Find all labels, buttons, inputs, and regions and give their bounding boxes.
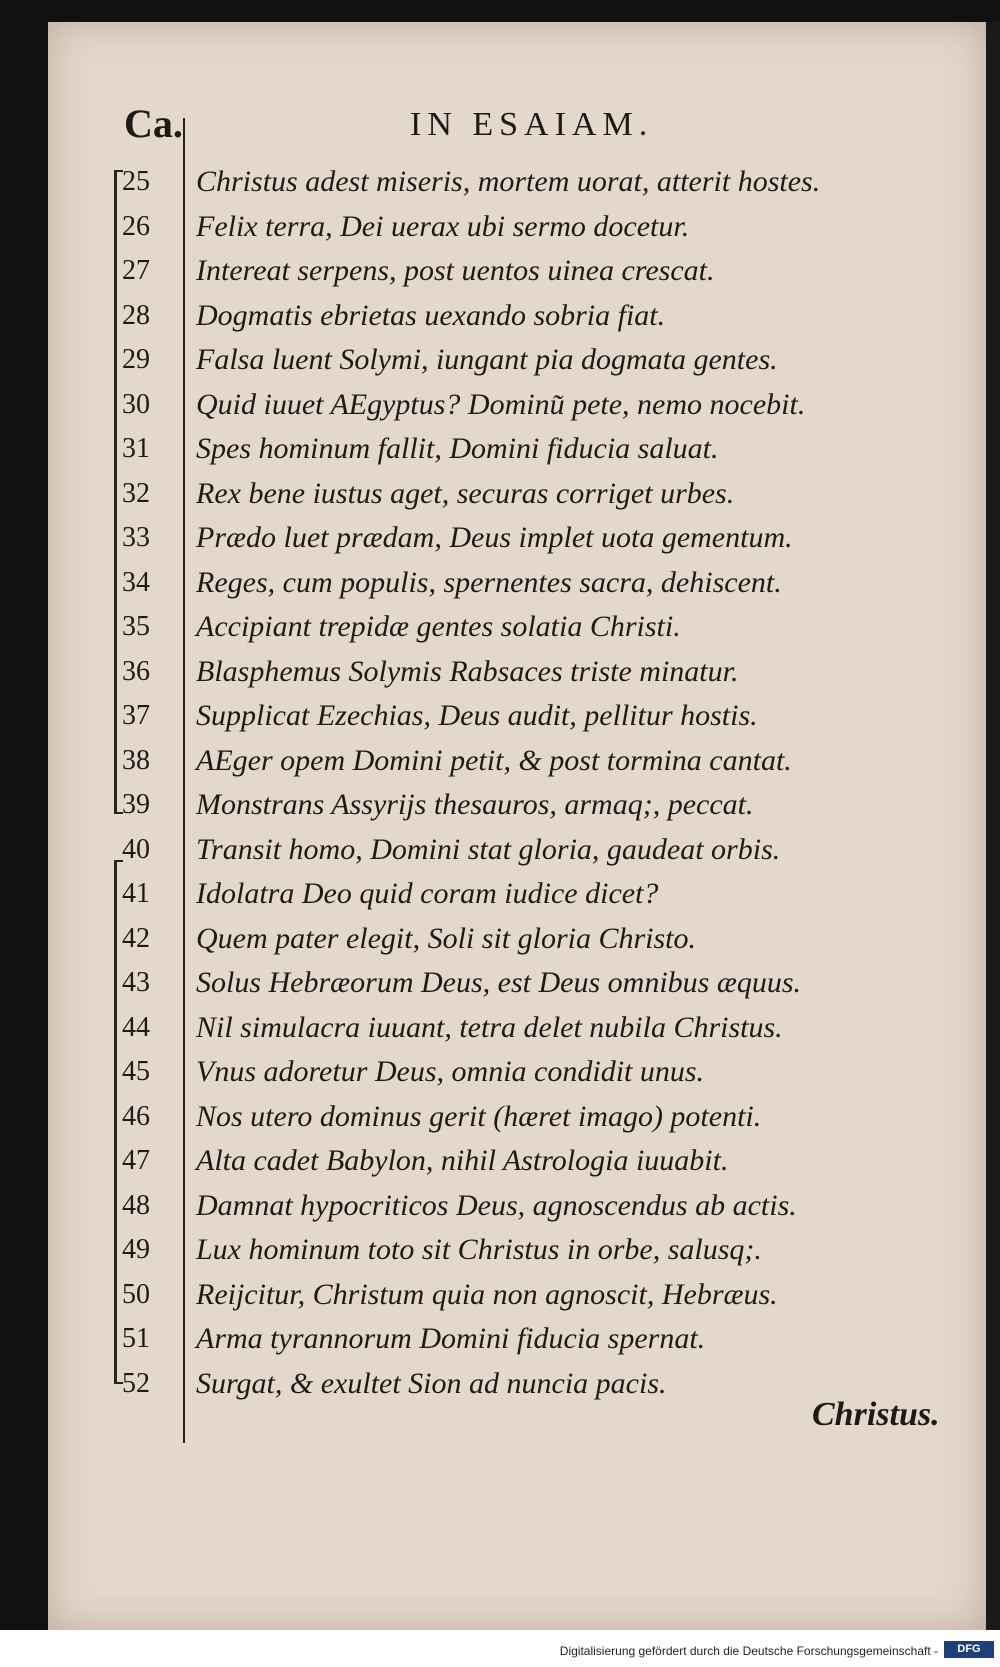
verse-text: Alta cadet Babylon, nihil Astrologia iuuabit.: [196, 1144, 729, 1178]
verse-line: [118, 1317, 958, 1362]
verse-number: 37: [122, 700, 150, 732]
verse-line: [118, 1184, 958, 1229]
verse-line: [118, 605, 958, 650]
verse-number: 32: [122, 477, 150, 509]
verse-text: Intereat serpens, post uentos uinea crescat.: [196, 254, 715, 288]
verse-line: [118, 739, 958, 784]
verse-text: Surgat, & exultet Sion ad nuncia pacis.: [196, 1366, 667, 1400]
verse-text: Idolatra Deo quid coram iudice dicet?: [196, 877, 659, 911]
verse-text: Spes hominum fallit, Domini fiducia saluat.: [196, 432, 719, 466]
verse-text: Christus adest miseris, mortem uorat, atterit hostes.: [196, 165, 821, 199]
verse-line: [118, 472, 958, 517]
verse-text: Quem pater elegit, Soli sit gloria Christo.: [196, 921, 696, 955]
verse-number: 43: [122, 967, 150, 999]
verse-number: 49: [122, 1234, 150, 1266]
verse-text: Quid iuuet AEgyptus? Dominu͂ pete, nemo nocebit.: [196, 387, 806, 421]
verse-number: 39: [122, 789, 150, 821]
verse-number: 40: [122, 833, 150, 865]
verse-text: Nil simulacra iuuant, tetra delet nubila Christus.: [196, 1010, 783, 1044]
verse-line: [118, 338, 958, 383]
verse-text: Vnus adoretur Deus, omnia condidit unus.: [196, 1055, 705, 1089]
verse-line: [118, 961, 958, 1006]
verse-line: [118, 516, 958, 561]
verse-line: [118, 828, 958, 873]
footer-credit: Digitalisierung gefördert durch die Deutsche Forschungsgemeinschaft -: [559, 1644, 938, 1658]
verse-number: 50: [122, 1278, 150, 1310]
verse-number: 29: [122, 344, 150, 376]
verse-number: 30: [122, 388, 150, 420]
verse-number: 35: [122, 611, 150, 643]
page-title: IN ESAIAM.: [410, 106, 654, 143]
verse-line: [118, 783, 958, 828]
verse-number: 33: [122, 522, 150, 554]
verse-text: Rex bene iustus aget, securas corriget urbes.: [196, 476, 735, 510]
verse-number: 28: [122, 299, 150, 331]
verse-number: 52: [122, 1367, 150, 1399]
verse-number: 44: [122, 1011, 150, 1043]
verse-text: Transit homo, Domini stat gloria, gaudeat orbis.: [196, 832, 781, 866]
verse-line: [118, 1095, 958, 1140]
verse-line: [118, 1139, 958, 1184]
verse-number: 38: [122, 744, 150, 776]
verse-line: [118, 872, 958, 917]
verse-text: Solus Hebræorum Deus, est Deus omnibus æquus.: [196, 966, 802, 1000]
verse-number: 36: [122, 655, 150, 687]
verse-line: [118, 383, 958, 428]
verse-text: Supplicat Ezechias, Deus audit, pellitur hostis.: [196, 699, 758, 733]
verse-number: 25: [122, 166, 150, 198]
verse-line: [118, 249, 958, 294]
verse-text: Reges, cum populis, spernentes sacra, dehiscent.: [196, 565, 782, 599]
verse-text: Nos utero dominus gerit (hæret imago) potenti.: [196, 1099, 762, 1133]
verse-list: [118, 160, 958, 1406]
verse-line: [118, 1006, 958, 1051]
verse-number: 47: [122, 1145, 150, 1177]
verse-text: Monstrans Assyrijs thesauros, armaq;, peccat.: [196, 788, 754, 822]
verse-text: Damnat hypocriticos Deus, agnoscendus ab actis.: [196, 1188, 797, 1222]
chapter-abbrev: Ca.: [124, 101, 183, 146]
verse-text: AEger opem Domini petit, & post tormina cantat.: [196, 743, 792, 777]
verse-number: 45: [122, 1056, 150, 1088]
verse-text: Prædo luet prædam, Deus implet uota gementum.: [196, 521, 793, 555]
verse-number: 34: [122, 566, 150, 598]
verse-line: [118, 561, 958, 606]
verse-number: 46: [122, 1100, 150, 1132]
verse-line: [118, 1228, 958, 1273]
catchword: Christus.: [812, 1396, 940, 1433]
verse-number: 27: [122, 255, 150, 287]
verse-line: [118, 160, 958, 205]
verse-line: [118, 205, 958, 250]
verse-line: [118, 427, 958, 472]
scan-edge: [986, 22, 1000, 1630]
verse-number: 31: [122, 433, 150, 465]
verse-text: Falsa luent Solymi, iungant pia dogmata gentes.: [196, 343, 778, 377]
verse-number: 48: [122, 1189, 150, 1221]
verse-text: Accipiant trepidæ gentes solatia Christi.: [196, 610, 681, 644]
verse-line: [118, 917, 958, 962]
verse-text: Arma tyrannorum Domini fiducia spernat.: [196, 1322, 706, 1356]
verse-line: [118, 694, 958, 739]
verse-text: Dogmatis ebrietas uexando sobria fiat.: [196, 298, 666, 332]
dfg-logo: DFG: [944, 1641, 994, 1658]
verse-text: Felix terra, Dei uerax ubi sermo docetur.: [196, 209, 690, 243]
verse-line: [118, 1050, 958, 1095]
verse-line: [118, 294, 958, 339]
verse-line: [118, 650, 958, 695]
verse-number: 26: [122, 210, 150, 242]
verse-text: Blasphemus Solymis Rabsaces triste minatur.: [196, 654, 739, 688]
verse-number: 51: [122, 1323, 150, 1355]
verse-text: Reijcitur, Christum quia non agnoscit, Hebræus.: [196, 1277, 778, 1311]
verse-number: 42: [122, 922, 150, 954]
verse-text: Lux hominum toto sit Christus in orbe, salusq;.: [196, 1233, 762, 1267]
verse-number: 41: [122, 878, 150, 910]
verse-line: [118, 1273, 958, 1318]
